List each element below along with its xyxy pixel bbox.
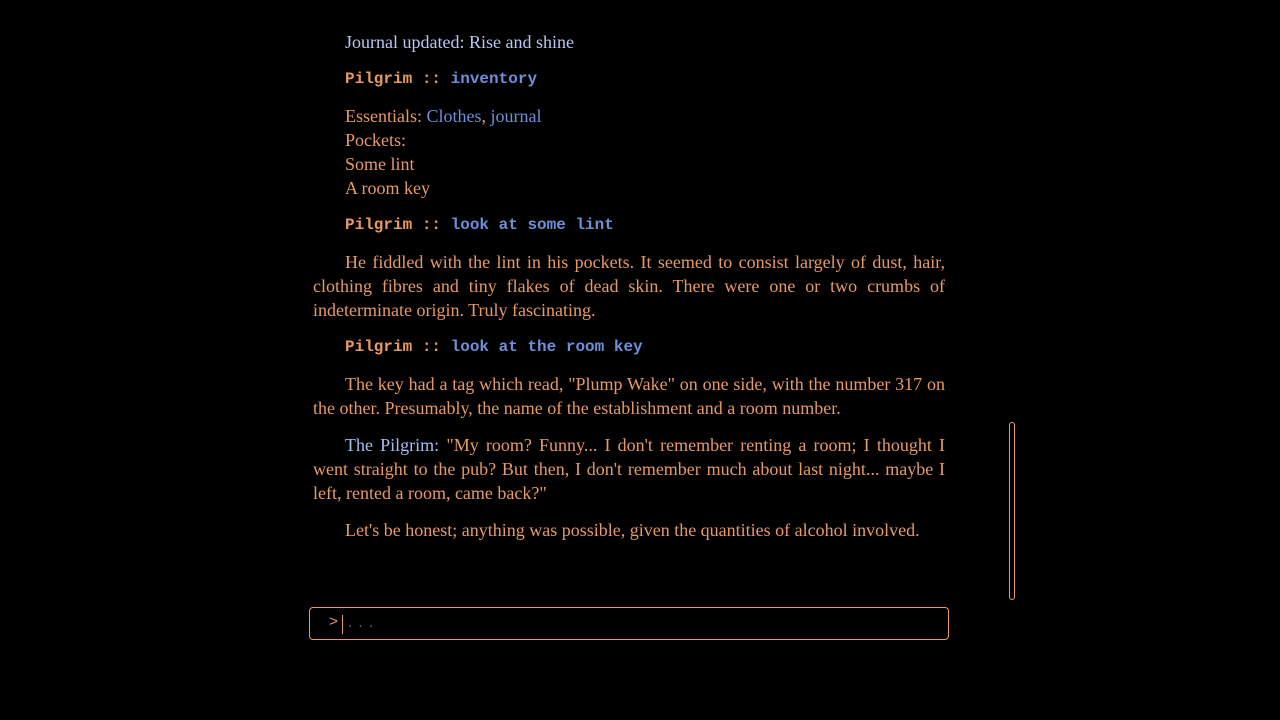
command-actor: Pilgrim :: xyxy=(345,216,442,234)
inventory-link-clothes[interactable]: Clothes xyxy=(426,106,482,126)
command-input-box[interactable] xyxy=(309,607,949,640)
command-text: look at some lint xyxy=(450,216,614,234)
prompt-symbol: > xyxy=(329,614,339,631)
command-text: inventory xyxy=(450,70,538,88)
transcript-scrollbar[interactable] xyxy=(1009,422,1015,600)
journal-update-message: Journal updated: Rise and shine xyxy=(345,32,574,52)
dialogue-text: "My room? Funny... I don't remember renting a room; I thought I went straight to the pub? But then, I don't remember much about last night... maybe I left, rented a room, came back?" xyxy=(313,435,946,503)
pocket-item-room-key: A room key xyxy=(345,178,430,198)
dialogue-speaker: The Pilgrim: xyxy=(345,435,440,455)
command-echo-look-lint xyxy=(313,213,945,237)
command-echo-inventory xyxy=(313,67,945,91)
lint-description: He fiddled with the lint in his pockets. It seemed to consist largely of dust, hair, clothing fibres and tiny flakes of dead skin. There were one or two crumbs of indeterminate origin. Truly fascinating. xyxy=(313,252,945,320)
inventory-listing xyxy=(313,104,945,200)
pocket-item-lint: Some lint xyxy=(345,154,415,174)
pilgrim-dialogue xyxy=(313,433,945,505)
room-key-description: The key had a tag which read, "Plump Wake" on one side, with the number 317 on the other. Presumably, the name of the establishment and a room number. xyxy=(313,374,945,418)
command-actor: Pilgrim :: xyxy=(345,338,442,356)
command-input[interactable] xyxy=(346,612,936,636)
command-actor: Pilgrim :: xyxy=(345,70,442,88)
command-echo-look-key xyxy=(313,335,945,359)
essentials-separator: , xyxy=(481,106,487,126)
essentials-label: Essentials: xyxy=(345,106,422,126)
command-text: look at the room key xyxy=(450,338,643,356)
closing-remark: Let's be honest; anything was possible, given the quantities of alcohol involved. xyxy=(345,520,920,540)
inventory-link-journal[interactable]: journal xyxy=(490,106,542,126)
transcript-panel xyxy=(313,30,945,580)
pockets-label: Pockets: xyxy=(345,130,406,150)
essentials-line xyxy=(345,104,945,128)
text-caret xyxy=(342,615,343,634)
